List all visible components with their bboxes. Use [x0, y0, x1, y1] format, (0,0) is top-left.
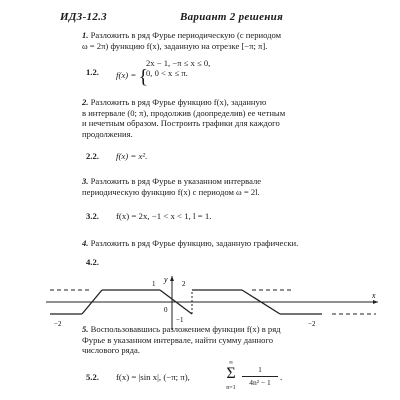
task1-formula	[116, 67, 148, 87]
left-top-label: 1	[152, 280, 156, 288]
task4-item-label: 4.2.	[86, 257, 99, 267]
task5-formula: f(x) = |sin x|, (−π; π),	[116, 372, 190, 382]
origin-label: 0	[164, 306, 168, 314]
task4-number: 4.	[82, 238, 89, 248]
task5-line2: Фурье в указанном интервале, найти сумму данного	[82, 334, 274, 345]
doc-code: ИДЗ-12.3	[60, 11, 107, 23]
task1-brace: {	[138, 66, 149, 88]
sum-tail: .	[280, 372, 283, 382]
task5-number: 5.	[82, 324, 89, 334]
task1-line2: ω = 2π) функцию f(x), заданную на отрезке [−π; π].	[82, 40, 268, 51]
task2-line3: и нечетным образом. Построить графики для каждого	[82, 118, 280, 128]
task3-number: 3.	[82, 176, 89, 186]
task3-line1: Разложить в ряд Фурье в указанном интервале	[90, 176, 262, 186]
task4-text	[82, 238, 298, 249]
task2-text	[82, 97, 285, 139]
task3-text	[82, 176, 261, 197]
task5-text	[82, 324, 281, 356]
task2-formula: f(x) = x².	[116, 151, 148, 161]
x-axis-arrow	[373, 300, 378, 304]
sum-upper-limit: ∞	[228, 360, 234, 366]
task2-item-label: 2.2.	[86, 151, 99, 161]
y-axis-arrow	[170, 276, 174, 281]
fraction-denominator: 4n² − 1	[249, 378, 271, 387]
task1-case2: 0, 0 < x ≤ π.	[146, 68, 188, 78]
sum-lower-limit: n=1	[226, 385, 236, 391]
task2-number: 2.	[82, 97, 89, 107]
task1-item-label: 1.2.	[86, 67, 99, 77]
task1-number: 1.	[82, 30, 89, 40]
fraction-bar	[242, 376, 278, 377]
x-axis-label: x	[372, 291, 376, 300]
task1-f-lhs: f(x) =	[116, 70, 137, 80]
y-axis-label: y	[164, 275, 168, 284]
task5-line1: Воспользовавшись разложением функции f(x) в ряд	[90, 324, 281, 334]
task5-line3: числового ряда.	[82, 345, 140, 355]
sum-sign: Σ	[226, 365, 236, 382]
task3-item-label: 3.2.	[86, 211, 99, 221]
left-label: −2	[54, 320, 62, 328]
task3-formula: f(x) = 2x, −1 < x < 1, l = 1.	[116, 211, 212, 221]
task5-item-label: 5.2.	[86, 372, 99, 382]
tick-neg-label: −1	[176, 316, 184, 324]
task1-line1: Разложить в ряд Фурье периодическую (с периодом	[90, 30, 282, 40]
task1-case1: 2x − 1, −π ≤ x ≤ 0,	[146, 58, 211, 68]
right-label: −2	[308, 320, 316, 328]
task1-text	[82, 30, 281, 51]
tick-pos-label: 2	[182, 280, 186, 288]
fraction-numerator: 1	[258, 365, 262, 374]
task1-cases	[146, 58, 210, 78]
task4-line1: Разложить в ряд Фурье функцию, заданную графически.	[90, 238, 299, 248]
task3-line2: периодическую функцию f(x) с периодом ω = 2l.	[82, 186, 260, 197]
task2-line2: в интервале (0; π), продолжив (доопределив) ее четным	[82, 107, 286, 118]
task2-line1: Разложить в ряд Фурье функцию f(x), заданную	[90, 97, 267, 107]
task2-line4: продолжения.	[82, 128, 133, 139]
task4-graph	[42, 272, 382, 332]
variant-title: Вариант 2 решения	[180, 11, 284, 23]
